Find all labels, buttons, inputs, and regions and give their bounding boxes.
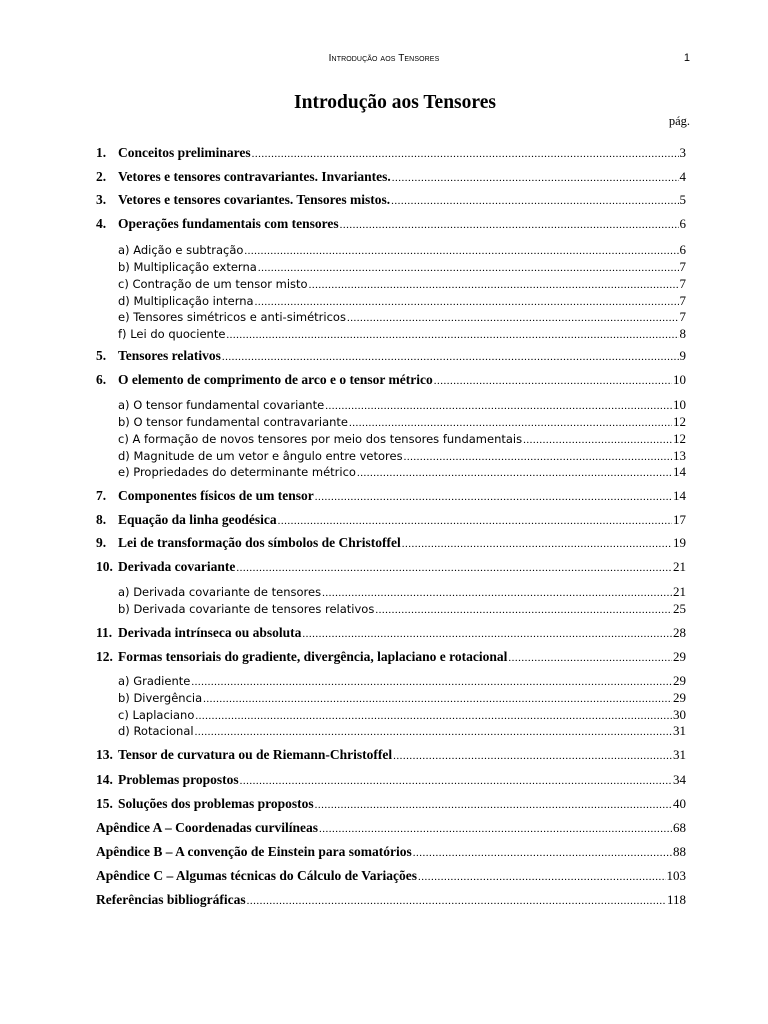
toc-entry[interactable] bbox=[96, 796, 686, 814]
toc-entry-page: 6 bbox=[679, 216, 686, 231]
toc-entry-label: Vetores e tensores covariantes. Tensores mistos. bbox=[118, 192, 391, 207]
toc-subentry-label: b) Divergência bbox=[118, 691, 203, 705]
toc-subentry[interactable] bbox=[118, 690, 686, 708]
toc-subentry-label: a) Gradiente bbox=[118, 674, 191, 688]
toc-subentry-label: c) A formação de novos tensores por meio dos tensores fundamentais bbox=[118, 432, 523, 446]
dot-leader bbox=[391, 195, 678, 207]
toc-entry-number: 13. bbox=[96, 747, 113, 762]
toc-entry[interactable] bbox=[96, 512, 686, 530]
toc-entry-number: 8. bbox=[96, 512, 107, 527]
running-title: Introdução aos Tensores bbox=[328, 53, 440, 64]
toc-subentry-label: b) Derivada covariante de tensores relativos bbox=[118, 602, 375, 616]
dot-leader bbox=[402, 538, 672, 550]
dot-leader bbox=[413, 847, 672, 859]
dot-leader bbox=[236, 562, 672, 574]
dot-leader bbox=[244, 245, 678, 257]
toc-subentry-page: 21 bbox=[673, 584, 686, 599]
toc-entry-page: 68 bbox=[673, 820, 686, 835]
dot-leader bbox=[258, 262, 679, 274]
toc-subentry-page: 31 bbox=[673, 723, 686, 738]
toc-entry-label: Lei de transformação dos símbolos de Christoffel bbox=[118, 535, 401, 550]
toc-entry-label: Componentes físicos de um tensor bbox=[118, 488, 314, 503]
toc-subentry-label: c) Laplaciano bbox=[118, 708, 195, 722]
toc-subentry-page: 13 bbox=[673, 448, 686, 463]
toc-subentry-label: b) O tensor fundamental contravariante bbox=[118, 415, 349, 429]
toc-subentry[interactable] bbox=[118, 431, 686, 449]
toc-subentry-page: 12 bbox=[673, 431, 686, 446]
toc-subentry-page: 30 bbox=[673, 707, 686, 722]
dot-leader bbox=[203, 693, 672, 705]
toc-subentry[interactable] bbox=[118, 276, 686, 294]
toc-subentry-label: d) Magnitude de um vetor e ângulo entre vetores bbox=[118, 449, 403, 463]
toc-entry[interactable] bbox=[96, 488, 686, 506]
toc-entry-page: 31 bbox=[673, 747, 686, 762]
dot-leader bbox=[434, 375, 672, 387]
toc-entry-label: Tensores relativos bbox=[118, 348, 221, 363]
dot-leader bbox=[357, 467, 672, 479]
toc-entry-label: Problemas propostos bbox=[118, 772, 239, 787]
toc-entry[interactable] bbox=[96, 747, 686, 765]
toc-entry[interactable] bbox=[96, 216, 686, 234]
dot-leader bbox=[322, 587, 672, 599]
toc-entry-number: 12. bbox=[96, 649, 113, 664]
toc-subentry-label: a) Derivada covariante de tensores bbox=[118, 585, 322, 599]
dot-leader bbox=[404, 451, 672, 463]
toc-entry[interactable] bbox=[96, 649, 686, 667]
dot-leader bbox=[240, 775, 672, 787]
toc-entry-number: 2. bbox=[96, 169, 107, 184]
toc-references-entry[interactable] bbox=[96, 892, 686, 910]
toc-entry[interactable] bbox=[96, 145, 686, 163]
toc-subentry[interactable] bbox=[118, 242, 686, 260]
dot-leader bbox=[195, 726, 672, 738]
toc-subentry[interactable] bbox=[118, 326, 686, 344]
toc-subentry-label: d) Rotacional bbox=[118, 724, 194, 738]
toc-entry-label: Derivada intrínseca ou absoluta bbox=[118, 625, 302, 640]
document-title: Introdução aos Tensores bbox=[294, 92, 496, 113]
toc-entry-number: 10. bbox=[96, 559, 113, 574]
toc-subentry[interactable] bbox=[118, 397, 686, 415]
dot-leader bbox=[195, 710, 672, 722]
toc-subentry-page: 8 bbox=[679, 326, 686, 341]
dot-leader bbox=[375, 604, 672, 616]
dot-leader bbox=[222, 351, 679, 363]
toc-entry[interactable] bbox=[96, 625, 686, 643]
toc-entry-label: Soluções dos problemas propostos bbox=[118, 796, 314, 811]
toc-entry-label: Derivada covariante bbox=[118, 559, 236, 574]
toc-subentry-page: 10 bbox=[673, 397, 686, 412]
dot-leader bbox=[393, 750, 672, 762]
toc-subentry-label: d) Multiplicação interna bbox=[118, 294, 254, 308]
toc-entry-number: 7. bbox=[96, 488, 107, 503]
toc-subentry-page: 12 bbox=[673, 414, 686, 429]
dot-leader bbox=[418, 871, 665, 883]
dot-leader bbox=[255, 296, 679, 308]
page-number: 1 bbox=[683, 52, 690, 64]
toc-entry[interactable] bbox=[96, 192, 686, 210]
toc-entry-label: Operações fundamentais com tensores bbox=[118, 216, 339, 231]
toc-subentry[interactable] bbox=[118, 309, 686, 327]
toc-subentry-label: e) Tensores simétricos e anti-simétricos bbox=[118, 310, 346, 324]
toc-entry-number: 4. bbox=[96, 216, 107, 231]
dot-leader bbox=[309, 279, 679, 291]
toc-entry-number: 5. bbox=[96, 348, 107, 363]
toc-entry-label: Formas tensoriais do gradiente, divergência, laplaciano e rotacional bbox=[118, 649, 508, 664]
dot-leader bbox=[325, 400, 672, 412]
toc-entry-page: 118 bbox=[666, 892, 686, 907]
dot-leader bbox=[315, 799, 672, 811]
toc-subentry-page: 6 bbox=[679, 242, 686, 257]
toc-entry-number: 15. bbox=[96, 796, 113, 811]
dot-leader bbox=[523, 434, 672, 446]
toc-entry[interactable] bbox=[96, 372, 686, 390]
toc-entry-number: 3. bbox=[96, 192, 107, 207]
toc-entry-label: Equação da linha geodésica bbox=[118, 512, 277, 527]
toc-subentry[interactable] bbox=[118, 259, 686, 277]
toc-entry-label: Apêndice B – A convenção de Einstein para somatórios bbox=[96, 844, 412, 859]
dot-leader bbox=[302, 628, 672, 640]
toc-entry-page: 14 bbox=[673, 488, 686, 503]
dot-leader bbox=[191, 676, 672, 688]
toc-entry-page: 103 bbox=[666, 868, 686, 883]
toc-subentry-label: a) Adição e subtração bbox=[118, 243, 244, 257]
toc-entry-number: 9. bbox=[96, 535, 107, 550]
toc-subentry-page: 14 bbox=[673, 464, 686, 479]
toc-subentry[interactable] bbox=[118, 673, 686, 691]
toc-entry-page: 34 bbox=[673, 772, 686, 787]
toc-subentry[interactable] bbox=[118, 584, 686, 602]
toc-subentry[interactable] bbox=[118, 723, 686, 741]
dot-leader bbox=[392, 172, 679, 184]
toc-entry-label: Tensor de curvatura ou de Riemann-Christoffel bbox=[118, 747, 393, 762]
toc-entry-page: 19 bbox=[673, 535, 686, 550]
toc-subentry-page: 29 bbox=[673, 673, 686, 688]
toc-entry[interactable] bbox=[96, 535, 686, 553]
toc-entry-page: 21 bbox=[673, 559, 686, 574]
toc-entry-label: Apêndice C – Algumas técnicas do Cálculo de Variações bbox=[96, 868, 418, 883]
toc-entry-page: 10 bbox=[673, 372, 686, 387]
dot-leader bbox=[278, 515, 672, 527]
toc-subentry-label: c) Contração de um tensor misto bbox=[118, 277, 308, 291]
toc-entry-page: 5 bbox=[679, 192, 686, 207]
toc-entry-label: O elemento de comprimento de arco e o tensor métrico bbox=[118, 372, 433, 387]
toc-entry-label: Apêndice A – Coordenadas curvilíneas bbox=[96, 820, 319, 835]
toc-entry-page: 40 bbox=[673, 796, 686, 811]
toc-subentry-page: 29 bbox=[673, 690, 686, 705]
dot-leader bbox=[340, 219, 679, 231]
dot-leader bbox=[315, 491, 672, 503]
toc-entry-number: 14. bbox=[96, 772, 113, 787]
toc-subentry[interactable] bbox=[118, 464, 686, 482]
toc-subentry-page: 7 bbox=[679, 259, 686, 274]
dot-leader bbox=[349, 417, 672, 429]
toc-entry[interactable] bbox=[96, 559, 686, 577]
toc-entry[interactable] bbox=[96, 169, 686, 187]
toc-subentry-page: 25 bbox=[673, 601, 686, 616]
toc-subentry-label: e) Propriedades do determinante métrico bbox=[118, 465, 356, 479]
dot-leader bbox=[347, 312, 679, 324]
dot-leader bbox=[226, 329, 678, 341]
toc-entry-number: 1. bbox=[96, 145, 107, 160]
dot-leader bbox=[252, 148, 679, 160]
toc-entry-page: 4 bbox=[679, 169, 686, 184]
toc-subentry-page: 7 bbox=[679, 309, 686, 324]
toc-subentry-page: 7 bbox=[679, 276, 686, 291]
toc-appendix-entry[interactable] bbox=[96, 820, 686, 838]
toc-entry-label: Conceitos preliminares bbox=[118, 145, 251, 160]
toc-entry-page: 9 bbox=[679, 348, 686, 363]
toc-entry-label: Referências bibliográficas bbox=[96, 892, 246, 907]
toc-entry-page: 28 bbox=[673, 625, 686, 640]
dot-leader bbox=[247, 895, 666, 907]
toc-subentry[interactable] bbox=[118, 414, 686, 432]
toc-entry[interactable] bbox=[96, 348, 686, 366]
page-column-label: pág. bbox=[668, 114, 690, 128]
toc-entry[interactable] bbox=[96, 772, 686, 790]
toc-subentry-label: a) O tensor fundamental covariante bbox=[118, 398, 325, 412]
toc-entry-page: 3 bbox=[679, 145, 686, 160]
toc-subentry-label: b) Multiplicação externa bbox=[118, 260, 257, 274]
toc-entry-page: 29 bbox=[673, 649, 686, 664]
toc-entry-page: 17 bbox=[673, 512, 686, 527]
toc-subentry[interactable] bbox=[118, 601, 686, 619]
toc-entry-number: 6. bbox=[96, 372, 107, 387]
toc-appendix-entry[interactable] bbox=[96, 868, 686, 886]
toc-appendix-entry[interactable] bbox=[96, 844, 686, 862]
toc-entry-label: Vetores e tensores contravariantes. Invariantes. bbox=[118, 169, 391, 184]
toc-subentry-label: f) Lei do quociente bbox=[118, 327, 226, 341]
toc-subentry-page: 7 bbox=[679, 293, 686, 308]
toc-entry-number: 11. bbox=[96, 625, 113, 640]
toc-entry-page: 88 bbox=[673, 844, 686, 859]
dot-leader bbox=[508, 652, 672, 664]
dot-leader bbox=[319, 823, 672, 835]
